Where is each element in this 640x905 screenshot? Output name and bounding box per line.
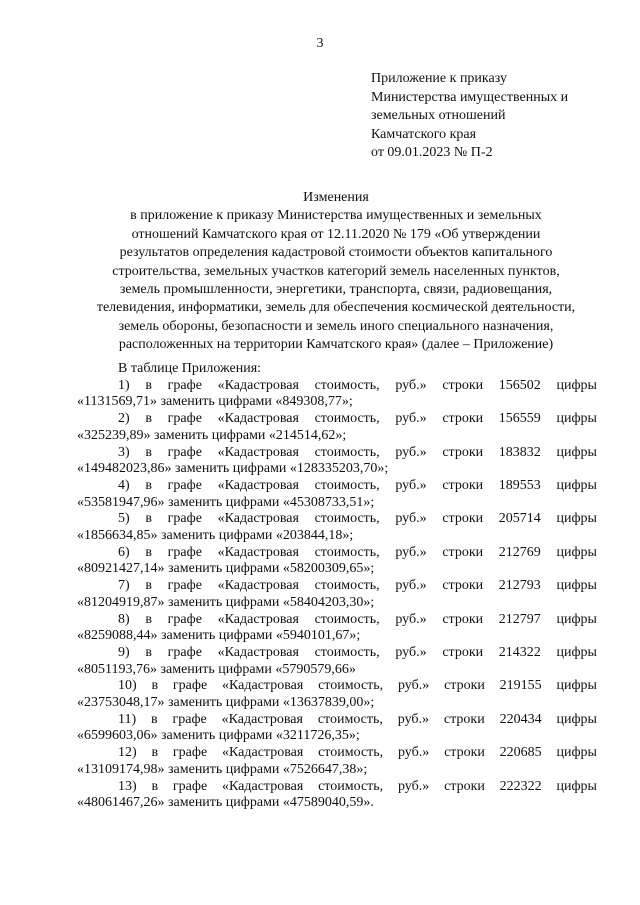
list-item-word: графе	[167, 511, 202, 527]
list-item-word: руб.»	[395, 377, 427, 393]
list-item-word: графе	[172, 778, 208, 794]
list-item-second-line: «48061467,26» заменить цифрами «47589040,59».	[77, 795, 374, 811]
list-item-first-line	[77, 678, 597, 695]
list-item-word: стоимость,	[318, 745, 384, 761]
title-line: результатов определения кадастровой стоимости объектов капитального	[119, 245, 553, 261]
list-item-second-line: «23753048,17» заменить цифрами «13637839,00»;	[77, 695, 375, 711]
list-item-word: строки	[444, 778, 485, 794]
list-item-first-line	[77, 779, 597, 796]
list-item-word: 11)	[118, 711, 137, 727]
list-item-second-line: «80921427,14» заменить цифрами «58200309,65»;	[77, 561, 375, 577]
list-item-word: строки	[442, 477, 484, 493]
list-item-word: стоимость,	[314, 411, 380, 427]
list-item-word: графе	[167, 578, 202, 594]
list-item-first-line	[77, 745, 597, 762]
list-item-second-line: «1856634,85» заменить цифрами «203844,18»;	[77, 528, 354, 544]
list-item-word: стоимость,	[314, 377, 380, 393]
list-item-word: 5)	[118, 511, 130, 527]
list-item-word: стоимость,	[314, 544, 380, 560]
list-item	[77, 678, 597, 711]
list-item-word: стоимость,	[317, 711, 383, 727]
list-item-word: графе	[167, 611, 202, 627]
list-item-word: 9)	[118, 644, 130, 660]
list-item-word: графе	[167, 477, 202, 493]
list-item-second-line: «53581947,96» заменить цифрами «45308733,51»;	[77, 494, 375, 510]
list-item-word: строки	[442, 411, 484, 427]
list-item-word: графе	[167, 411, 202, 427]
list-item-word: 214322	[498, 644, 541, 660]
intro-paragraph: В таблице Приложения:	[118, 361, 262, 376]
list-item-word: цифры	[556, 578, 597, 594]
list-item-word: стоимость,	[314, 511, 380, 527]
list-item-word: в	[151, 745, 159, 761]
list-item	[77, 645, 597, 678]
list-item-word: строки	[442, 511, 484, 527]
list-item-first-line	[77, 445, 597, 462]
list-item-second-line: «325239,89» заменить цифрами «214514,62»;	[77, 427, 347, 443]
list-item-word: 1)	[118, 377, 130, 393]
list-item	[77, 779, 597, 812]
list-item-second-line: «1131569,71» заменить цифрами «849308,77»;	[77, 394, 353, 410]
title-line: расположенных на территории Камчатского края» (далее – Приложение)	[118, 337, 554, 353]
list-item-word: в	[145, 411, 152, 427]
list-item-word: «Кадастровая	[217, 578, 299, 594]
list-item-second-line: «8051193,76» заменить цифрами «5790579,66»	[77, 661, 356, 677]
title-line: земель промышленности, энергетики, транспорта, связи, радиовещания,	[119, 282, 553, 298]
list-item-word: строки	[442, 644, 484, 660]
list-item-word: в	[145, 511, 152, 527]
list-item-word: в	[145, 644, 152, 660]
title-line: в приложение к приказу Министерства имущественных и земельных	[130, 208, 542, 224]
list-item-word: 212769	[498, 544, 541, 560]
list-item-word: графе	[167, 377, 202, 393]
list-item-word: руб.»	[395, 644, 427, 660]
list-item-word: руб.»	[397, 745, 430, 761]
list-item-word: цифры	[556, 711, 597, 727]
title-line: отношений Камчатского края от 12.11.2020 № 179 «Об утверждении	[131, 226, 541, 242]
list-item-word: строки	[442, 377, 484, 393]
list-item-word: руб.»	[397, 678, 430, 694]
list-item-second-line: «8259088,44» заменить цифрами «5940101,67»;	[77, 628, 361, 644]
list-item	[77, 478, 597, 511]
list-item-word: в	[151, 778, 159, 794]
appendix-note	[371, 70, 616, 163]
list-item-word: «Кадастровая	[221, 745, 304, 761]
list-item-word: стоимость,	[318, 678, 384, 694]
list-item-word: в	[151, 678, 159, 694]
appendix-note-line: Камчатского края	[371, 126, 477, 142]
list-item-word: руб.»	[395, 411, 427, 427]
document-title-block	[60, 189, 612, 355]
list-item-word: руб.»	[397, 778, 430, 794]
list-item-first-line	[77, 478, 597, 495]
list-item-word: в	[145, 578, 152, 594]
list-item-word: цифры	[556, 444, 597, 460]
list-item-word: строки	[442, 444, 484, 460]
list-item-word: стоимость,	[314, 477, 380, 493]
list-item-word: «Кадастровая	[217, 444, 299, 460]
list-item-word: цифры	[556, 544, 597, 560]
list-item	[77, 411, 597, 444]
list-item-word: цифры	[556, 678, 597, 694]
list-item-word: графе	[172, 745, 208, 761]
list-item-word: 205714	[498, 511, 541, 527]
list-item-word: 7)	[118, 578, 130, 594]
appendix-note-line: Министерства имущественных и	[371, 89, 569, 105]
list-item-word: графе	[167, 644, 202, 660]
list-item-first-line	[77, 645, 597, 662]
list-item-word: в	[145, 544, 152, 560]
list-item-word: стоимость,	[314, 644, 380, 660]
list-item-word: руб.»	[395, 544, 427, 560]
list-item-word: руб.»	[395, 444, 427, 460]
list-item-word: в	[145, 477, 152, 493]
list-item-word: в	[145, 444, 152, 460]
list-item-word: стоимость,	[318, 778, 384, 794]
list-item-first-line	[77, 712, 597, 729]
list-item-word: руб.»	[395, 611, 427, 627]
list-item-word: цифры	[556, 644, 597, 660]
list-item-word: руб.»	[395, 578, 427, 594]
list-item-word: 10)	[118, 678, 137, 694]
list-item-word: 2)	[118, 411, 130, 427]
list-item-word: цифры	[556, 778, 597, 794]
list-item-word: 212793	[498, 578, 541, 594]
list-item-word: стоимость,	[314, 444, 380, 460]
list-item-word: «Кадастровая	[217, 611, 299, 627]
list-item-first-line	[77, 411, 597, 428]
list-item-word: 220434	[499, 711, 542, 727]
list-item-word: руб.»	[395, 511, 427, 527]
list-item-word: графе	[172, 711, 207, 727]
list-item-word: цифры	[556, 745, 597, 761]
list-item-word: 219155	[499, 678, 542, 694]
list-item-word: в	[145, 377, 152, 393]
list-item	[77, 445, 597, 478]
list-item-word: 12)	[118, 745, 137, 761]
list-item-word: «Кадастровая	[217, 511, 299, 527]
list-item-word: цифры	[556, 411, 597, 427]
title-line: телевидения, информатики, земель для обеспечения космической деятельности,	[96, 300, 576, 316]
list-item-word: «Кадастровая	[217, 477, 299, 493]
list-item-word: 3)	[118, 444, 130, 460]
list-item-first-line	[77, 545, 597, 562]
list-item-word: 183832	[498, 444, 541, 460]
list-item-word: в	[145, 611, 152, 627]
list-item-first-line	[77, 578, 597, 595]
list-item-word: «Кадастровая	[217, 544, 299, 560]
list-item-word: графе	[167, 444, 202, 460]
list-item-word: руб.»	[395, 477, 427, 493]
list-item-word: графе	[167, 544, 202, 560]
list-item-word: в	[151, 711, 158, 727]
list-item-word: строки	[442, 578, 484, 594]
list-item-word: 189553	[498, 477, 541, 493]
list-item-word: 156502	[498, 377, 541, 393]
list-item-second-line: «13109174,98» заменить цифрами «7526647,38»;	[77, 761, 368, 777]
list-item-word: «Кадастровая	[217, 411, 299, 427]
list-item-word: 220685	[499, 745, 542, 761]
list-item-second-line: «81204919,87» заменить цифрами «58404203,30»;	[77, 594, 375, 610]
list-item-first-line	[77, 511, 597, 528]
list-item-word: строки	[444, 678, 485, 694]
list-item-word: 212797	[498, 611, 541, 627]
list-item-word: 222322	[499, 778, 542, 794]
list-item-word: цифры	[556, 477, 597, 493]
list-item-first-line	[77, 612, 597, 629]
list-item-word: строки	[442, 611, 484, 627]
list-item-word: 4)	[118, 477, 130, 493]
document-title: Изменения	[303, 190, 369, 205]
list-item	[77, 378, 597, 411]
appendix-note-line: земельных отношений	[371, 108, 506, 123]
list-item-word: «Кадастровая	[221, 778, 304, 794]
items-list	[77, 378, 597, 812]
list-item	[77, 745, 597, 778]
appendix-note-line: Приложение к приказу	[371, 71, 507, 86]
list-item	[77, 712, 597, 745]
list-item-word: строки	[444, 745, 485, 761]
list-item-word: цифры	[556, 511, 597, 527]
list-item-word: «Кадастровая	[217, 377, 299, 393]
document-body	[77, 361, 597, 812]
list-item-word: руб.»	[397, 711, 430, 727]
list-item-word: 156559	[498, 411, 541, 427]
list-item-word: цифры	[556, 611, 597, 627]
list-item-word: графе	[172, 678, 208, 694]
list-item-word: 8)	[118, 611, 130, 627]
list-item-word: «Кадастровая	[217, 644, 299, 660]
list-item-second-line: «149482023,86» заменить цифрами «128335203,70»;	[77, 461, 389, 477]
list-item-word: строки	[442, 544, 484, 560]
title-line: земель обороны, безопасности и земель иного специального назначения,	[118, 318, 554, 334]
list-item	[77, 612, 597, 645]
list-item-word: 6)	[118, 544, 130, 560]
list-item	[77, 545, 597, 578]
appendix-note-line: от 09.01.2023 № П-2	[371, 145, 493, 160]
list-item-second-line: «6599603,06» заменить цифрами «3211726,35»;	[77, 728, 360, 744]
list-item-word: строки	[443, 711, 485, 727]
list-item-word: стоимость,	[314, 611, 380, 627]
list-item-word: «Кадастровая	[221, 678, 304, 694]
list-item-word: 13)	[118, 778, 137, 794]
title-line: строительства, земельных участков категорий земель населенных пунктов,	[112, 263, 560, 279]
list-item-word: «Кадастровая	[221, 711, 303, 727]
list-item	[77, 578, 597, 611]
page-number: 3	[316, 36, 324, 51]
list-item	[77, 511, 597, 544]
list-item-word: цифры	[556, 377, 597, 393]
list-item-word: стоимость,	[314, 578, 380, 594]
list-item-first-line	[77, 378, 597, 395]
